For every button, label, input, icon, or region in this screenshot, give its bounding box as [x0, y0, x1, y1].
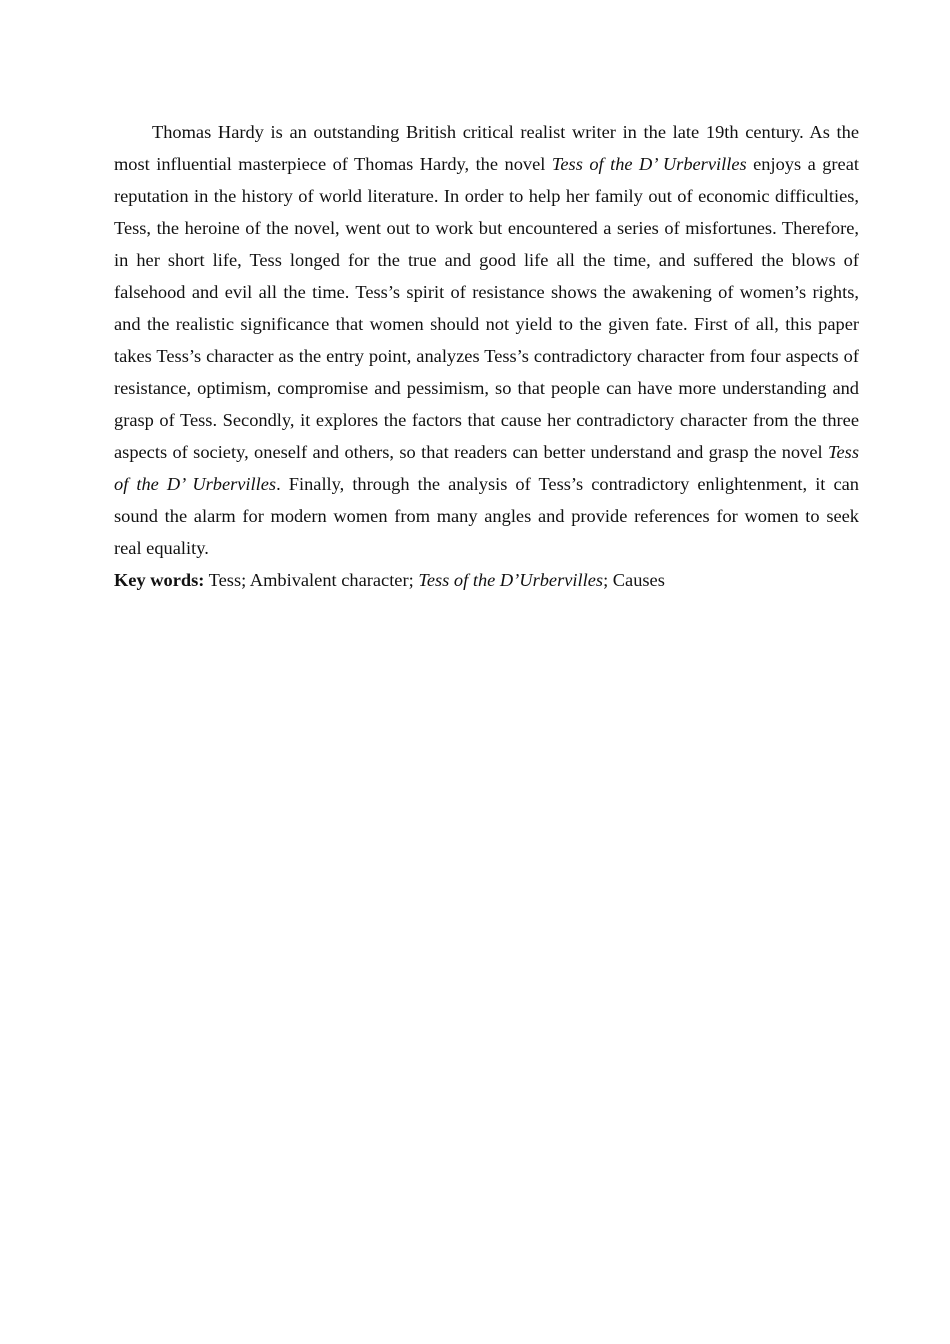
abstract-paragraph: [114, 116, 859, 564]
keywords-label: Key words:: [114, 570, 205, 590]
abstract-text-part-2: enjoys a great reputation in the history of world literature. In order to help her family out of economic difficulties, Tess, the heroine of the novel, went out to work but encountered a series of misfortunes. Therefore, in her short life, Tess longed for the true and good life all the time, and suffered the blows of falsehood and evil all the time. Tess’s spirit of resistance shows the awakening of women’s rights, and the realistic significance that women should not yield to the given fate. First of all, this paper takes Tess’s character as the entry point, analyzes Tess’s contradictory character from four aspects of resistance, optimism, compromise and pessimism, so that people can have more understanding and grasp of Tess. Secondly, it explores the factors that cause her contradictory character from the three aspects of society, oneself and others, so that readers can better understand and grasp the novel: [114, 154, 859, 462]
keywords-line: [114, 564, 859, 596]
keywords-text-1: Tess; Ambivalent character;: [204, 570, 419, 590]
novel-title-italic: Tess of the D’ Urbervilles: [114, 442, 859, 494]
abstract-text-part-1: Thomas Hardy is an outstanding British critical realist writer in the late 19th century. As the most influential masterpiece of Thomas Hardy, the novel: [114, 122, 859, 174]
abstract-section: [114, 116, 859, 596]
keywords-text-2: ; Causes: [603, 570, 665, 590]
keywords-novel-title: Tess of the D’Urbervilles: [418, 570, 604, 590]
abstract-text-part-3: . Finally, through the analysis of Tess’s contradictory enlightenment, it can sound the alarm for modern women from many angles and provide references for women to seek real equality.: [114, 474, 859, 558]
novel-title-italic: Tess of the D’ Urbervilles: [551, 154, 747, 174]
